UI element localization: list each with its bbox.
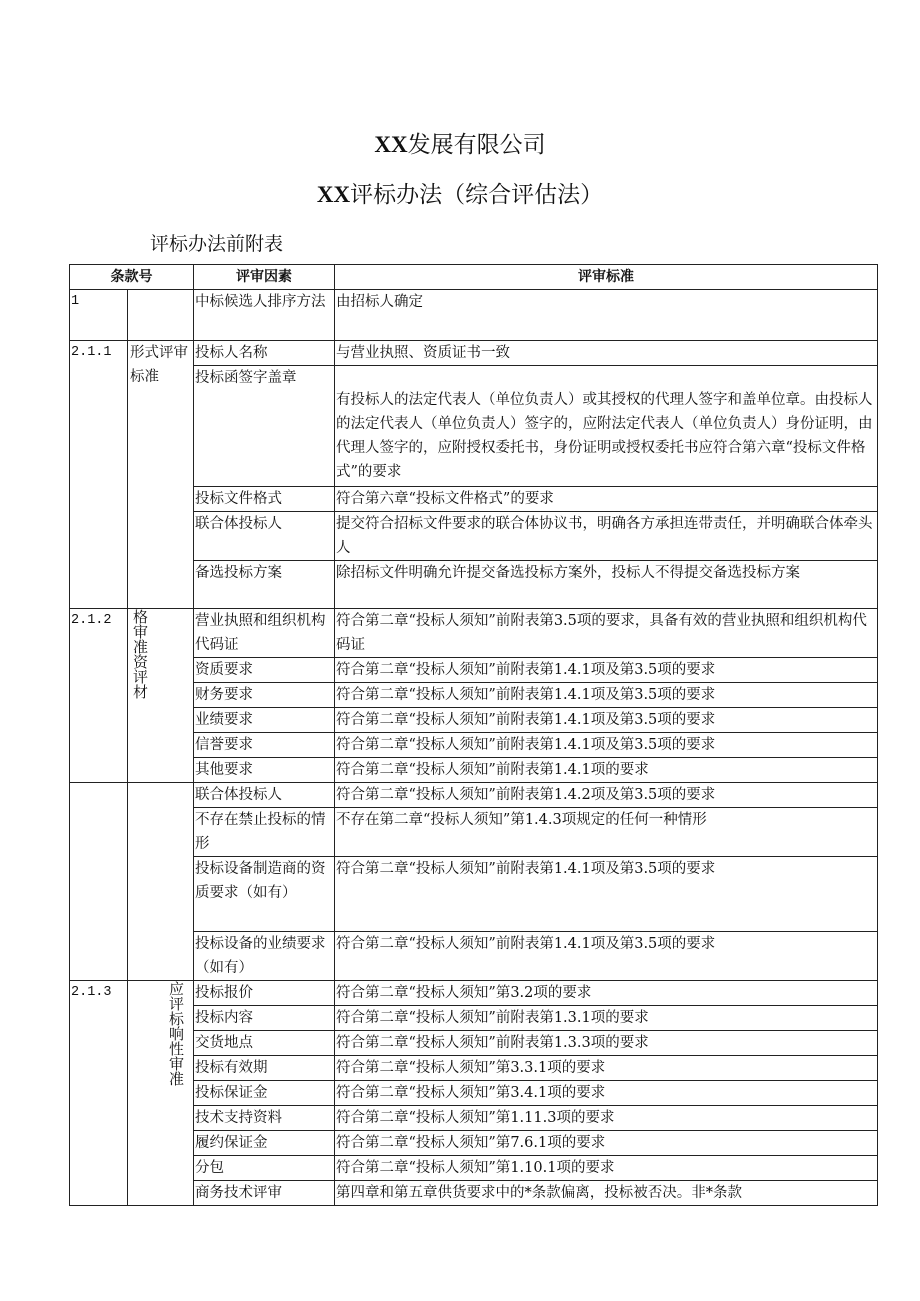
factor-cell: 投标人名称 [194,341,335,366]
standard-cell: 符合第二章“投标人须知”前附表第1.3.1项的要求 [335,1006,878,1031]
standard-cell: 第四章和第五章供货要求中的*条款偏离，投标被否决。非*条款 [335,1181,878,1206]
clause-cell: 1 [70,290,128,341]
factor-cell: 业绩要求 [194,708,335,733]
standard-cell: 符合第二章“投标人须知”前附表第1.4.1项的要求 [335,758,878,783]
standard-cell: 符合第二章“投标人须知”第1.10.1项的要求 [335,1156,878,1181]
table-row [70,981,878,1006]
factor-cell: 交货地点 [194,1031,335,1056]
document-subtitle-main [0,176,920,209]
factor-cell: 分包 [194,1156,335,1181]
factor-cell: 联合体投标人 [194,783,335,808]
factor-cell: 投标设备制造商的资质要求（如有） [194,857,335,932]
standard-cell: 符合第二章“投标人须知”第3.4.1项的要求 [335,1081,878,1106]
standard-cell: 与营业执照、资质证书一致 [335,341,878,366]
factor-cell: 财务要求 [194,683,335,708]
standard-cell: 不存在第二章“投标人须知”第1.4.3项规定的任何一种情形 [335,808,878,857]
group-label-vertical: 应评标响性审准 [167,981,185,1086]
standard-cell: 符合第二章“投标人须知”前附表第1.3.3项的要求 [335,1031,878,1056]
factor-cell: 投标函签字盖章 [194,366,335,487]
factor-cell: 投标设备的业绩要求（如有） [194,932,335,981]
standard-cell: 符合第二章“投标人须知”前附表第1.4.2项及第3.5项的要求 [335,783,878,808]
standard-cell: 除招标文件明确允许提交备选投标方案外，投标人不得提交备选投标方案 [335,561,878,609]
table-row [70,290,878,341]
table-header-row [70,265,878,290]
standard-cell: 符合第二章“投标人须知”前附表第3.5项的要求，具备有效的营业执照和组织机构代码证 [335,609,878,658]
header-factor: 评审因素 [194,265,335,290]
group-cell [128,981,194,1206]
factor-cell: 投标文件格式 [194,487,335,512]
factor-cell: 资质要求 [194,658,335,683]
group-cell [128,609,194,783]
factor-cell: 信誉要求 [194,733,335,758]
factor-cell: 技术支持资料 [194,1106,335,1131]
table-row [70,609,878,658]
factor-cell: 不存在禁止投标的情形 [194,808,335,857]
factor-cell: 中标候选人排序方法 [194,290,335,341]
title-company: 发展有限公司 [407,132,546,158]
standard-cell: 符合第二章“投标人须知”第7.6.1项的要求 [335,1131,878,1156]
standard-cell: 提交符合招标文件要求的联合体协议书，明确各方承担连带责任，并明确联合体牵头人 [335,512,878,561]
factor-cell: 投标内容 [194,1006,335,1031]
factor-cell: 投标有效期 [194,1056,335,1081]
table-row [70,341,878,366]
standard-cell: 符合第二章“投标人须知”前附表第1.4.1项及第3.5项的要求 [335,932,878,981]
header-clause: 条款号 [70,265,194,290]
standard-cell: 符合第二章“投标人须知”前附表第1.4.1项及第3.5项的要求 [335,683,878,708]
standard-cell: 有投标人的法定代表人（单位负责人）或其授权的代理人签字和盖单位章。由投标人的法定代表人（单位负责人）签字的，应附法定代表人（单位负责人）身份证明，由代理人签字的，应附授权委托书，身份证明或授权委托书应符合第六章“投标文件格式”的要求 [335,366,878,487]
document-title [0,126,920,159]
standard-cell: 符合第二章“投标人须知”前附表第1.4.1项及第3.5项的要求 [335,857,878,932]
title2-text: 评标办法（综合评估法） [350,182,604,208]
group-label-vertical: 格审准资评材 [131,609,149,699]
factor-cell: 投标保证金 [194,1081,335,1106]
standard-cell: 符合第二章“投标人须知”前附表第1.4.1项及第3.5项的要求 [335,658,878,683]
factor-cell: 其他要求 [194,758,335,783]
group-cell: 形式评审标准 [128,341,194,609]
standard-cell: 符合第二章“投标人须知”第3.2项的要求 [335,981,878,1006]
factor-cell: 备选投标方案 [194,561,335,609]
group-cell [128,290,194,341]
factor-cell: 联合体投标人 [194,512,335,561]
factor-cell: 履约保证金 [194,1131,335,1156]
section-heading: 评标办法前附表 [150,233,284,255]
title2-prefix: XX [316,182,351,207]
standard-cell: 符合第二章“投标人须知”第3.3.1项的要求 [335,1056,878,1081]
factor-cell: 商务技术评审 [194,1181,335,1206]
clause-cell: 2.1.2 [70,609,128,783]
standard-cell: 符合第六章“投标文件格式”的要求 [335,487,878,512]
evaluation-table [69,264,878,1206]
clause-cell: 2.1.3 [70,981,128,1206]
title-prefix: XX [374,132,408,157]
factor-cell: 投标报价 [194,981,335,1006]
group-cell [128,783,194,981]
factor-cell: 营业执照和组织机构代码证 [194,609,335,658]
standard-cell: 符合第二章“投标人须知”前附表第1.4.1项及第3.5项的要求 [335,733,878,758]
table-row [70,783,878,808]
header-standard: 评审标准 [335,265,878,290]
standard-cell: 符合第二章“投标人须知”前附表第1.4.1项及第3.5项的要求 [335,708,878,733]
standard-cell: 符合第二章“投标人须知”第1.11.3项的要求 [335,1106,878,1131]
clause-cell [70,783,128,981]
clause-cell: 2.1.1 [70,341,128,609]
standard-cell: 由招标人确定 [335,290,878,341]
